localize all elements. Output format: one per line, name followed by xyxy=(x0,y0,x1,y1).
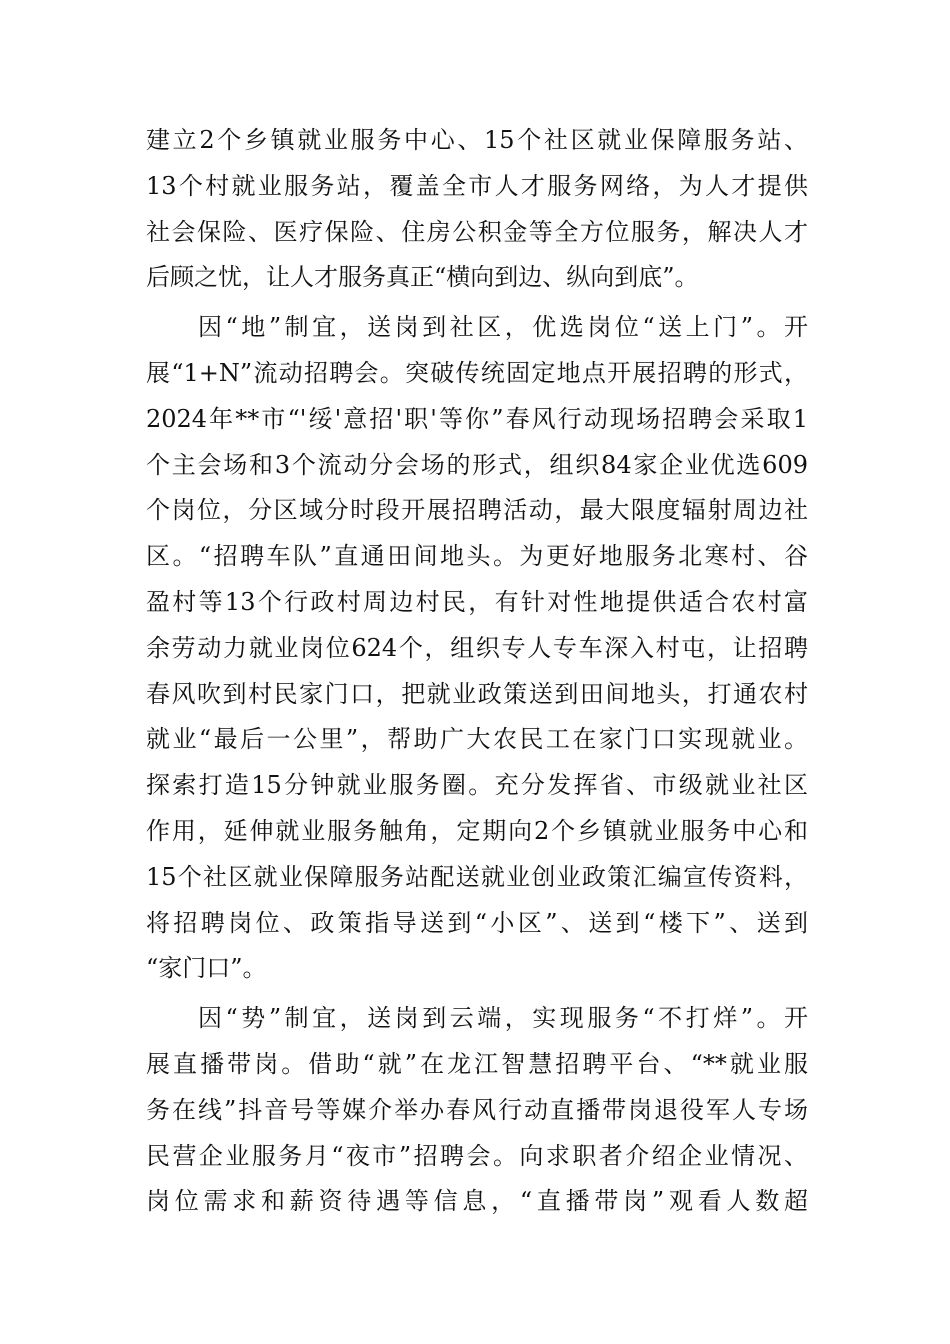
text-line: “家门口”。 xyxy=(146,954,267,983)
text-line: 13个村就业服务站，覆盖全市人才服务网络，为人才提供 xyxy=(146,171,808,200)
text-line: 春风吹到村民家门口，把就业政策送到田间地头，打通农村 xyxy=(146,679,808,708)
text-line: 盈村等13个行政村周边村民，有针对性地提供适合农村富 xyxy=(146,587,808,616)
text-line: 展“1+N”流动招聘会。突破传统固定地点开展招聘的形式， xyxy=(146,358,808,387)
paragraph-first-line: 因“地”制宜，送岗到社区，优选岗位“送上门”。开 xyxy=(198,313,808,342)
text-line: 民营企业服务月“夜市”招聘会。向求职者介绍企业情况、 xyxy=(146,1141,808,1170)
body-text xyxy=(146,118,808,1225)
text-line: 个主会场和3个流动分会场的形式，组织84家企业优选609 xyxy=(146,450,808,479)
text-line: 作用，延伸就业服务触角，定期向2个乡镇就业服务中心和 xyxy=(146,816,808,845)
text-line: 区。“招聘车队”直通田间地头。为更好地服务北寒村、谷 xyxy=(146,542,808,571)
text-line: 个岗位，分区域分时段开展招聘活动，最大限度辐射周边社 xyxy=(146,496,808,525)
text-line: 后顾之忧，让人才服务真正“横向到边、纵向到底”。 xyxy=(146,263,699,292)
text-line: 务在线”抖音号等媒介举办春风行动直播带岗退役军人专场 xyxy=(146,1095,808,1124)
text-line: 余劳动力就业岗位624个，组织专人专车深入村屯，让招聘 xyxy=(146,633,808,662)
text-line: 社会保险、医疗保险、住房公积金等全方位服务，解决人才 xyxy=(146,217,808,246)
text-line: 建立2个乡镇就业服务中心、15个社区就业保障服务站、 xyxy=(146,126,808,154)
text-line: 15个社区就业保障服务站配送就业创业政策汇编宣传资料， xyxy=(146,862,808,891)
text-line: 岗位需求和薪资待遇等信息，“直播带岗”观看人数超 xyxy=(146,1187,808,1216)
text-line: 就业“最后一公里”，帮助广大农民工在家门口实现就业。 xyxy=(146,725,808,754)
text-line: 展直播带岗。借助“就”在龙江智慧招聘平台、“**就业服 xyxy=(146,1049,808,1078)
text-line: 2024年**市“'绥'意招'职'等你”春风行动现场招聘会采取1 xyxy=(146,404,808,433)
paragraph-first-line: 因“势”制宜，送岗到云端，实现服务“不打烊”。开 xyxy=(198,1004,808,1033)
text-line: 将招聘岗位、政策指导送到“小区”、送到“楼下”、送到 xyxy=(146,908,808,937)
text-line: 探索打造15分钟就业服务圈。充分发挥省、市级就业社区 xyxy=(146,771,808,800)
